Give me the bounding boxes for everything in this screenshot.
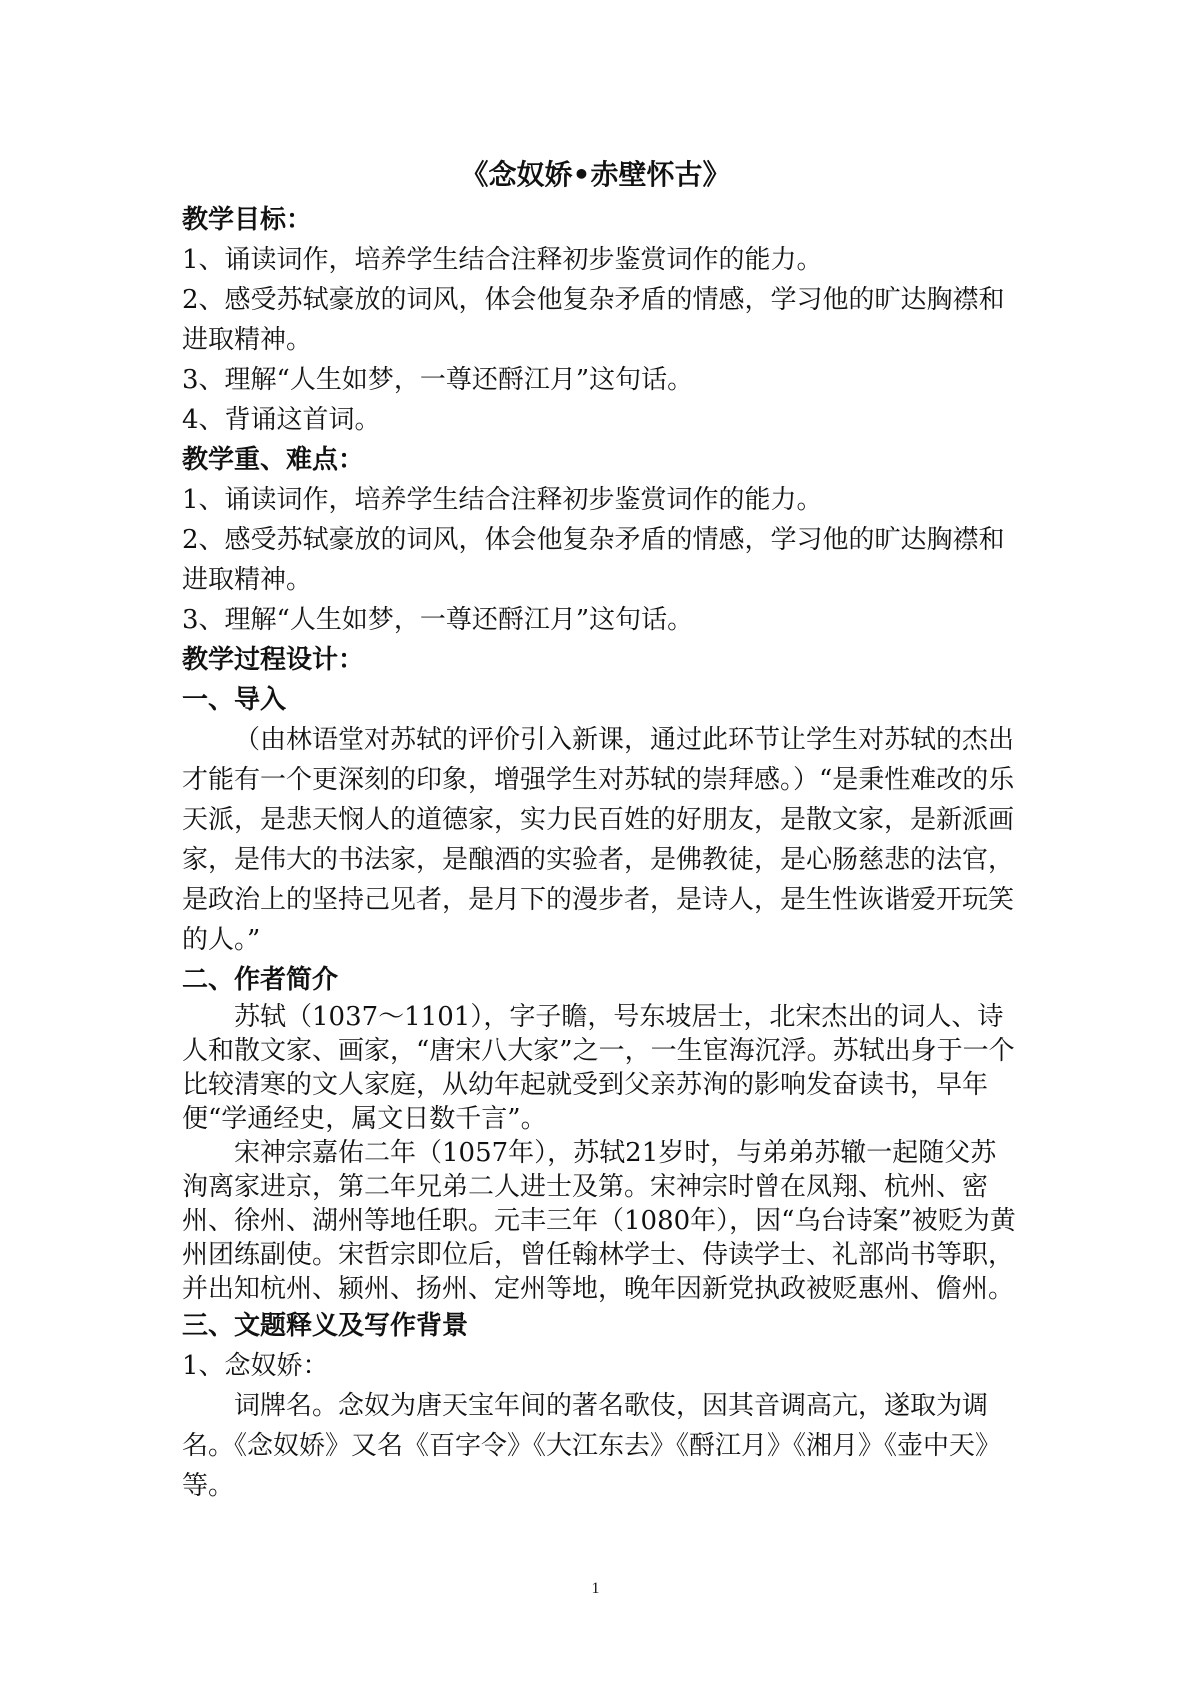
background-item-label: 1、念奴娇： xyxy=(182,1351,329,1381)
objectives-heading: 教学目标： xyxy=(182,205,313,235)
author-paragraph: 苏轼（1037～1101），字子瞻，号东坡居士，北宋杰出的词人、诗人和散文家、画家，“唐宋八大家”之一，一生宦海沉浮。苏轼出身于一个比较清寒的文人家庭，从幼年起就受到父亲苏洵的影响发奋读书，早年便“学通经史，属文日数千言”。 xyxy=(182,1002,1015,1134)
key-point-item: 2、感受苏轼豪放的词风，体会他复杂矛盾的情感，学习他的旷达胸襟和进取精神。 xyxy=(182,525,1005,595)
background-heading: 三、文题释义及写作背景 xyxy=(182,1311,469,1341)
author-heading: 二、作者简介 xyxy=(182,965,339,995)
document-body xyxy=(182,200,1022,1506)
process-heading: 教学过程设计： xyxy=(182,645,365,675)
key-points-heading: 教学重、难点： xyxy=(182,445,365,475)
objective-item: 2、感受苏轼豪放的词风，体会他复杂矛盾的情感，学习他的旷达胸襟和进取精神。 xyxy=(182,285,1005,355)
page-number: 1 xyxy=(591,1580,600,1597)
intro-paragraph: （由林语堂对苏轼的评价引入新课，通过此环节让学生对苏轼的杰出才能有一个更深刻的印象，增强学生对苏轼的崇拜感。）“是秉性难改的乐天派，是悲天悯人的道德家，实力民百姓的好朋友，是散文家，是新派画家，是伟大的书法家，是酿酒的实验者，是佛教徒，是心肠慈悲的法官，是政治上的坚持己见者，是月下的漫步者，是诗人，是生性诙谐爱开玩笑的人。” xyxy=(182,725,1015,955)
background-paragraph: 词牌名。念奴为唐天宝年间的著名歌伎，因其音调高亢，遂取为调名。《念奴娇》又名《百字令》《大江东去》《酹江月》《湘月》《壶中天》等。 xyxy=(182,1391,1002,1501)
key-point-item: 3、理解“人生如梦，一尊还酹江月”这句话。 xyxy=(182,605,694,635)
key-point-item: 1、诵读词作，培养学生结合注释初步鉴赏词作的能力。 xyxy=(182,485,823,515)
author-paragraph: 宋神宗嘉佑二年（1057年），苏轼21岁时，与弟弟苏辙一起随父苏洵离家进京，第二年兄弟二人进士及第。宋神宗时曾在凤翔、杭州、密州、徐州、湖州等地任职。元丰三年（1080年），因“乌台诗案”被贬为黄州团练副使。宋哲宗即位后，曾任翰林学士、侍读学士、礼部尚书等职，并出知杭州、颍州、扬州、定州等地，晚年因新党执政被贬惠州、儋州。 xyxy=(182,1138,1016,1304)
objective-item: 1、诵读词作，培养学生结合注释初步鉴赏词作的能力。 xyxy=(182,245,823,275)
objective-item: 4、背诵这首词。 xyxy=(182,405,381,435)
intro-heading: 一、导入 xyxy=(182,685,287,715)
objective-item: 3、理解“人生如梦，一尊还酹江月”这句话。 xyxy=(182,365,694,395)
document-title: 《念奴娇•赤壁怀古》 xyxy=(460,158,731,191)
